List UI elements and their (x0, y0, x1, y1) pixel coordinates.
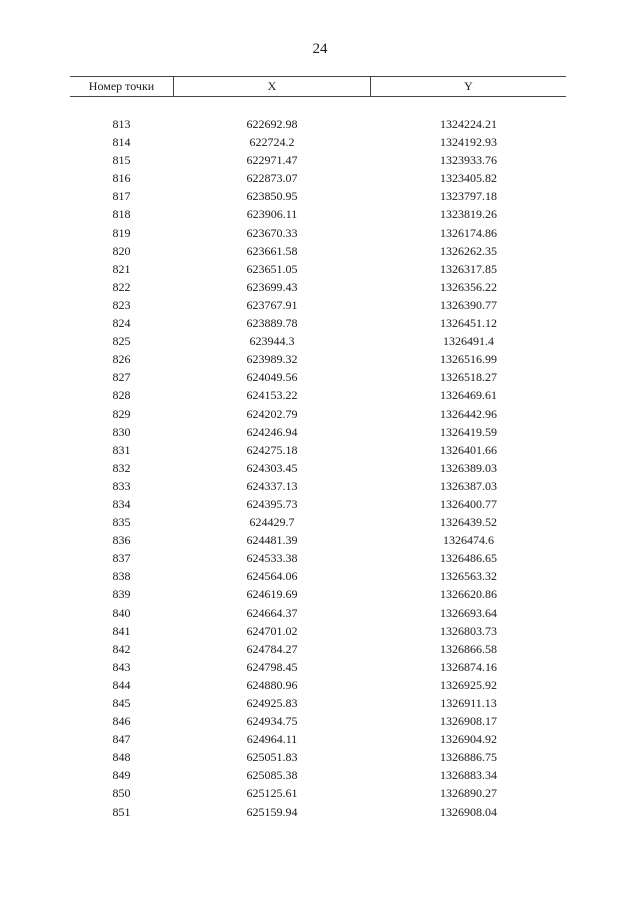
point-number-cell: 820 (112, 243, 131, 258)
table-row (70, 748, 566, 766)
table-body (70, 97, 566, 821)
header-x: X (173, 77, 371, 96)
y-cell: 1326908.17 (440, 714, 497, 729)
x-cell: 622692.98 (246, 117, 298, 131)
x-cell: 622971.47 (246, 153, 298, 168)
y-cell: 1326911.13 (440, 696, 497, 710)
point-number-cell: 832 (112, 460, 131, 475)
point-number-cell: 842 (112, 641, 131, 656)
table-row (70, 730, 566, 748)
point-number-cell: 851 (112, 804, 131, 819)
x-cell: 624246.94 (246, 424, 298, 439)
x-cell: 624664.37 (246, 605, 298, 620)
y-cell: 1326174.86 (440, 225, 497, 240)
x-cell: 624784.27 (246, 641, 298, 656)
y-cell: 1323405.82 (440, 171, 497, 186)
point-number-cell: 830 (112, 424, 131, 439)
point-number-cell: 845 (112, 696, 131, 710)
point-number-cell: 836 (112, 533, 131, 548)
x-cell: 623661.58 (246, 243, 298, 258)
table-row (70, 314, 566, 332)
x-cell: 624964.11 (246, 732, 298, 747)
table-row (70, 368, 566, 386)
point-number-cell: 821 (112, 261, 131, 276)
table-row (70, 224, 566, 242)
x-cell: 624934.75 (246, 714, 298, 729)
y-cell: 1326491.4 (443, 334, 494, 349)
point-number-cell: 823 (112, 297, 131, 312)
y-cell: 1326908.04 (440, 804, 497, 819)
table-row (70, 386, 566, 404)
table-row (70, 350, 566, 368)
point-number-cell: 848 (112, 750, 131, 765)
coordinates-table (70, 76, 566, 821)
table-row (70, 803, 566, 821)
table-header (70, 76, 566, 97)
point-number-cell: 828 (112, 388, 131, 403)
table-row (70, 784, 566, 802)
table-row (70, 622, 566, 640)
y-cell: 1323797.18 (440, 189, 497, 204)
y-cell: 1326419.59 (440, 424, 497, 439)
y-cell: 1326486.65 (440, 551, 497, 566)
y-cell: 1326451.12 (440, 316, 497, 331)
y-cell: 1326803.73 (440, 623, 497, 638)
table-row (70, 242, 566, 260)
table-row (70, 405, 566, 423)
y-cell: 1326442.96 (440, 406, 497, 421)
x-cell: 623767.91 (246, 297, 298, 312)
y-cell: 1324224.21 (440, 117, 497, 131)
y-cell: 1326883.34 (440, 768, 497, 783)
point-number-cell: 835 (112, 515, 131, 530)
x-cell: 623889.78 (246, 316, 298, 331)
x-cell: 624880.96 (246, 677, 298, 692)
point-number-cell: 841 (112, 623, 131, 638)
table-row (70, 495, 566, 513)
x-cell: 625159.94 (246, 804, 298, 819)
x-cell: 625051.83 (246, 750, 298, 765)
x-cell: 624701.02 (246, 623, 298, 638)
point-number-cell: 834 (112, 496, 131, 511)
header-point-number: Номер точки (88, 79, 155, 93)
y-cell: 1326890.27 (440, 786, 497, 801)
y-cell: 1326439.52 (440, 515, 497, 530)
point-number-cell: 827 (112, 370, 131, 385)
y-cell: 1326469.61 (440, 388, 497, 403)
y-cell: 1326886.75 (440, 750, 497, 765)
x-cell: 624275.18 (246, 442, 298, 457)
x-cell: 623699.43 (246, 279, 298, 294)
table-row (70, 604, 566, 622)
table-row (70, 423, 566, 441)
table-row (70, 115, 566, 133)
point-number-cell: 840 (112, 605, 131, 620)
point-number-cell: 813 (112, 117, 131, 131)
x-cell: 624533.38 (246, 551, 298, 566)
point-number-cell: 818 (112, 207, 131, 222)
header-y: Y (464, 79, 473, 93)
x-cell: 623850.95 (246, 189, 298, 204)
y-cell: 1326904.92 (440, 732, 497, 747)
table-row (70, 694, 566, 712)
table-row (70, 260, 566, 278)
table-row (70, 676, 566, 694)
y-cell: 1326401.66 (440, 442, 497, 457)
x-cell: 625125.61 (246, 786, 298, 801)
table-row (70, 151, 566, 169)
point-number-cell: 837 (112, 551, 131, 566)
x-cell: 624564.06 (246, 569, 298, 584)
point-number-cell: 815 (112, 153, 131, 168)
y-cell: 1326317.85 (440, 261, 497, 276)
x-cell: 622724.2 (249, 135, 295, 150)
point-number-cell: 817 (112, 189, 131, 204)
point-number-cell: 816 (112, 171, 131, 186)
x-cell: 624798.45 (246, 659, 298, 674)
x-cell: 623906.11 (246, 207, 298, 222)
y-cell: 1326262.35 (440, 243, 497, 258)
y-cell: 1326516.99 (440, 352, 497, 367)
point-number-cell: 839 (112, 587, 131, 602)
x-cell: 624481.39 (246, 533, 298, 548)
point-number-cell: 814 (112, 135, 131, 150)
table-row (70, 205, 566, 223)
table-row (70, 531, 566, 549)
table-row (70, 766, 566, 784)
x-cell: 624202.79 (246, 406, 298, 421)
y-cell: 1324192.93 (440, 135, 497, 150)
y-cell: 1326356.22 (440, 279, 497, 294)
x-cell: 624429.7 (249, 515, 295, 530)
y-cell: 1323933.76 (440, 153, 497, 168)
point-number-cell: 847 (112, 732, 131, 747)
point-number-cell: 843 (112, 659, 131, 674)
table-row (70, 459, 566, 477)
table-row (70, 640, 566, 658)
x-cell: 624395.73 (246, 496, 298, 511)
y-cell: 1323819.26 (440, 207, 497, 222)
table-row (70, 549, 566, 567)
page-number: 24 (312, 41, 328, 57)
x-cell: 623670.33 (246, 225, 298, 240)
point-number-cell: 831 (112, 442, 131, 457)
y-cell: 1326620.86 (440, 587, 497, 602)
point-number-cell: 822 (112, 279, 131, 294)
y-cell: 1326693.64 (440, 605, 497, 620)
x-cell: 624619.69 (246, 587, 298, 602)
point-number-cell: 833 (112, 478, 131, 493)
table-row (70, 169, 566, 187)
y-cell: 1326874.16 (440, 659, 497, 674)
x-cell: 624049.56 (246, 370, 298, 385)
y-cell: 1326400.77 (440, 496, 497, 511)
table-row (70, 133, 566, 151)
x-cell: 624303.45 (246, 460, 298, 475)
table-row (70, 441, 566, 459)
table-row (70, 513, 566, 531)
x-cell: 624153.22 (246, 388, 298, 403)
x-cell: 623944.3 (249, 334, 295, 349)
point-number-cell: 846 (112, 714, 131, 729)
point-number-cell: 849 (112, 768, 131, 783)
table-row (70, 187, 566, 205)
point-number-cell: 826 (112, 352, 131, 367)
x-cell: 623989.32 (246, 352, 298, 367)
y-cell: 1326387.03 (440, 478, 497, 493)
x-cell: 623651.05 (246, 261, 298, 276)
y-cell: 1326563.32 (440, 569, 497, 584)
point-number-cell: 825 (112, 334, 131, 349)
point-number-cell: 850 (112, 786, 131, 801)
point-number-cell: 829 (112, 406, 131, 421)
point-number-cell: 824 (112, 316, 131, 331)
table-row (70, 712, 566, 730)
point-number-cell: 819 (112, 225, 131, 240)
point-number-cell: 838 (112, 569, 131, 584)
table-row (70, 477, 566, 495)
y-cell: 1326925.92 (440, 677, 497, 692)
point-number-cell: 844 (112, 677, 131, 692)
table-row (70, 278, 566, 296)
table-row (70, 658, 566, 676)
table-row (70, 296, 566, 314)
y-cell: 1326518.27 (440, 370, 497, 385)
table-row (70, 567, 566, 585)
y-cell: 1326389.03 (440, 460, 497, 475)
y-cell: 1326390.77 (440, 297, 497, 312)
y-cell: 1326866.58 (440, 641, 497, 656)
x-cell: 624337.13 (246, 478, 298, 493)
table-row (70, 332, 566, 350)
y-cell: 1326474.6 (443, 533, 494, 548)
x-cell: 622873.07 (246, 171, 298, 186)
x-cell: 624925.83 (246, 696, 298, 710)
x-cell: 625085.38 (246, 768, 298, 783)
table-row (70, 585, 566, 603)
